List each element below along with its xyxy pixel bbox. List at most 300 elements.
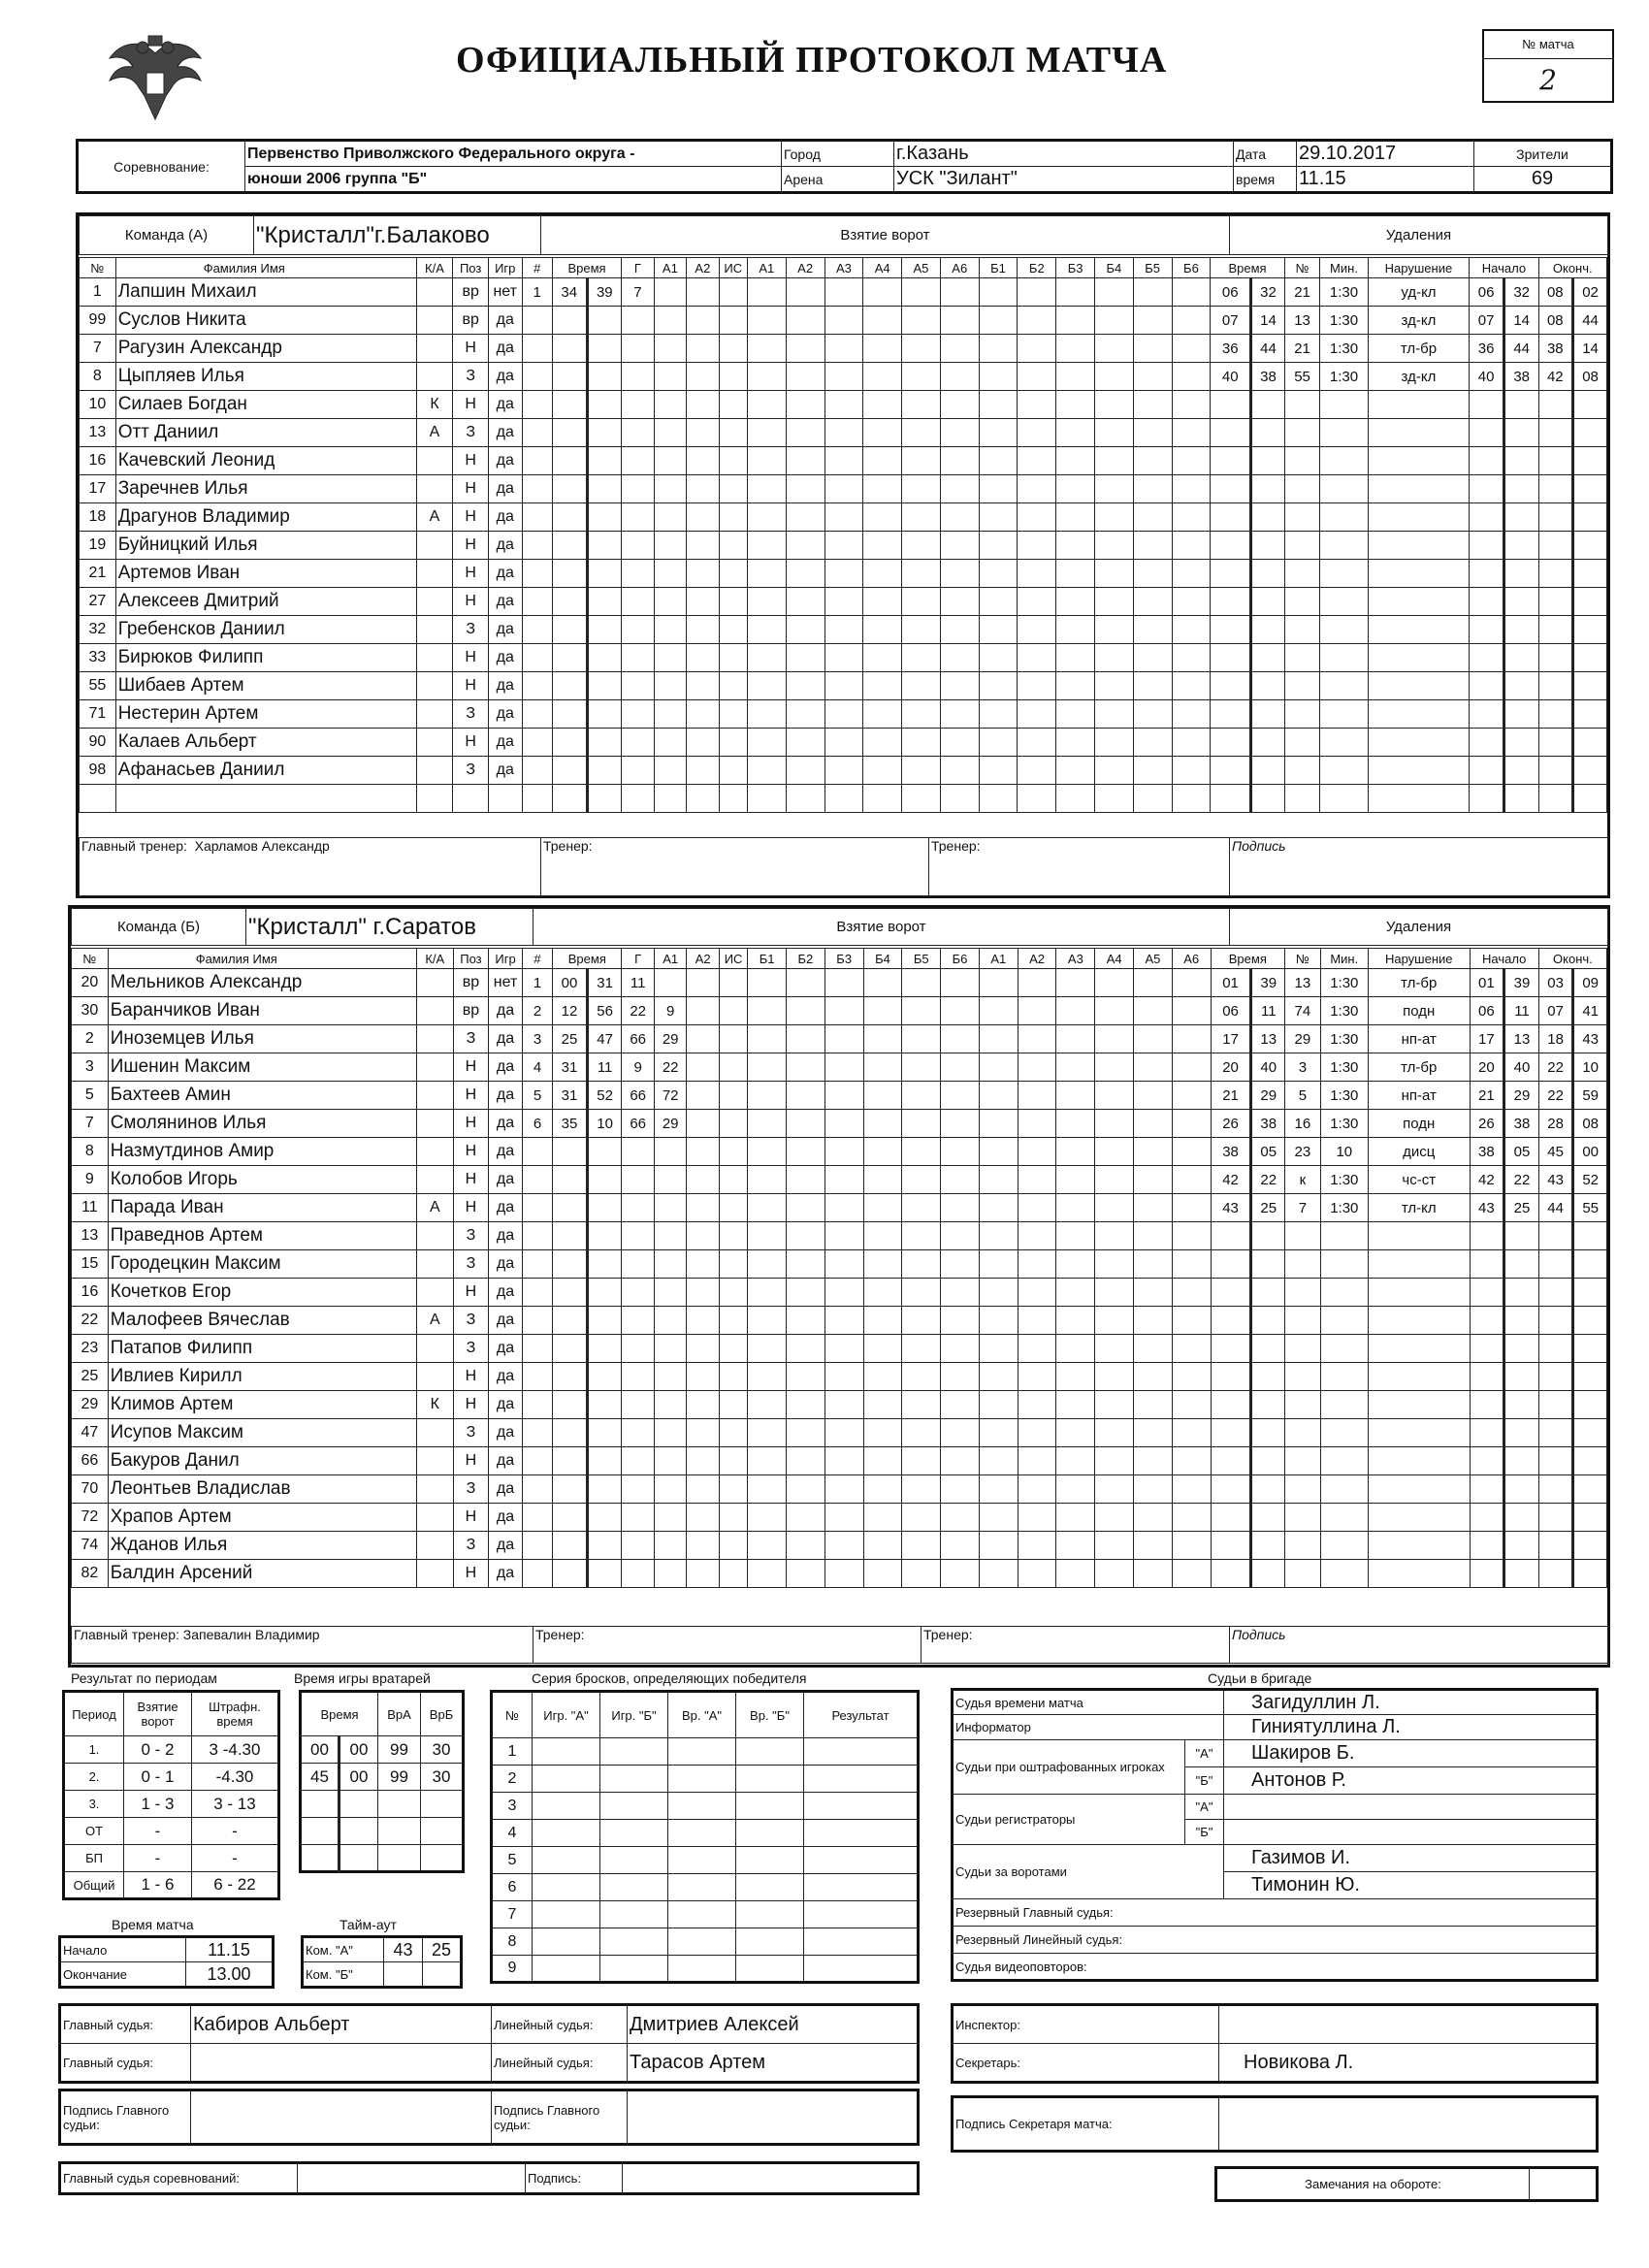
time-judge-label: Судья времени матча <box>953 1690 1224 1715</box>
player-played: да <box>489 1532 523 1560</box>
player-played <box>488 785 522 813</box>
goal-minutes <box>552 391 587 419</box>
goal-onice-cell <box>979 1419 1018 1447</box>
player-role <box>416 475 453 503</box>
penalty-violation: тл-бр <box>1368 335 1470 363</box>
goal-assist-1 <box>654 1532 687 1560</box>
goal-assist-1 <box>654 503 687 532</box>
goal-onice-cell <box>1094 729 1133 757</box>
goal-scorer: 11 <box>622 969 655 997</box>
goal-onice-cell <box>1056 1194 1095 1222</box>
col-ka: К/А <box>416 258 453 278</box>
penalty-end-mm: 42 <box>1538 363 1573 391</box>
goal-seconds <box>587 672 622 700</box>
goal-assist-1 <box>654 700 687 729</box>
penalty-end-mm <box>1538 785 1573 813</box>
penalty-length <box>1320 1250 1368 1279</box>
player-row <box>72 1335 1607 1363</box>
goal-onice-cell <box>1056 644 1095 672</box>
goal-onice-cell <box>747 700 786 729</box>
goal-onice-cell <box>1172 1194 1211 1222</box>
player-played: да <box>489 1110 523 1138</box>
goal-scorer <box>622 447 655 475</box>
goal-onice-cell <box>787 1475 825 1504</box>
goal-onice-cell <box>1095 1447 1134 1475</box>
goal-number <box>522 588 552 616</box>
goal-minutes <box>553 1250 588 1279</box>
penalty-length: 1:30 <box>1320 1025 1368 1053</box>
goal-onice-cell <box>1172 1025 1211 1053</box>
goal-onice-cell <box>1095 1166 1134 1194</box>
penalty-player: 21 <box>1284 335 1320 363</box>
penalty-start-mm: 38 <box>1470 1138 1504 1166</box>
player-row <box>80 785 1607 813</box>
penalty-length <box>1320 1419 1368 1447</box>
goal-onice-cell <box>747 363 786 391</box>
goal-onice-cell <box>902 672 941 700</box>
penalty-end-ss <box>1573 1335 1607 1363</box>
penalty-minutes <box>1211 700 1251 729</box>
goal-onice-cell <box>979 1053 1018 1082</box>
goal-minutes <box>552 503 587 532</box>
goal-onice-cell <box>1056 700 1095 729</box>
goal-scorer <box>622 616 655 644</box>
inspector-label: Инспектор: <box>953 2005 1219 2044</box>
goalie-row <box>301 1845 464 1872</box>
goal-onice-cell <box>1133 307 1172 335</box>
period-name: 1. <box>64 1736 124 1764</box>
goal-assist-2 <box>687 1194 720 1222</box>
goal-seconds <box>587 1532 622 1560</box>
goalie-time-title: Время игры вратарей <box>294 1670 431 1686</box>
player-position: Н <box>453 1447 489 1475</box>
goal-assist-2 <box>687 532 720 560</box>
player-role <box>416 447 453 475</box>
penalty-seconds <box>1251 672 1285 700</box>
goal-assist-2 <box>687 1250 720 1279</box>
goal-onice-cell <box>1056 785 1095 813</box>
player-played: нет <box>489 969 523 997</box>
col-num: № <box>72 949 109 969</box>
goal-onice-cell <box>902 1194 941 1222</box>
goal-onice-cell <box>1018 307 1056 335</box>
penalty-start-ss <box>1504 1250 1539 1279</box>
player-name: Алексеев Дмитрий <box>115 588 416 616</box>
penalty-minutes: 43 <box>1211 1194 1251 1222</box>
col-name: Фамилия Имя <box>115 258 416 278</box>
end-value: 13.00 <box>186 1962 274 1988</box>
goal-onice-cell <box>902 503 941 532</box>
goal-onice-cell <box>863 1110 902 1138</box>
goal-onice-cell <box>787 1250 825 1279</box>
penalty-end-mm <box>1538 1307 1573 1335</box>
penalty-length <box>1320 785 1368 813</box>
goal-assist-2 <box>687 729 720 757</box>
player-row <box>72 1447 1607 1475</box>
goal-onice-cell <box>1056 1138 1095 1166</box>
goalie-ss <box>340 1791 378 1818</box>
penalty-start-mm <box>1470 1307 1504 1335</box>
goal-onice-cell <box>824 307 863 335</box>
penalty-start-ss <box>1504 1363 1539 1391</box>
player-position: З <box>453 1250 489 1279</box>
penalty-seconds <box>1251 1222 1285 1250</box>
penalty-seconds <box>1251 1475 1285 1504</box>
col-pen-viol: Нарушение <box>1368 949 1470 969</box>
competition-line2: юноши 2006 группа "Б" <box>245 167 782 193</box>
shootout-number: 9 <box>492 1956 533 1983</box>
goal-onice-cell <box>719 700 747 729</box>
goal-onice-cell <box>940 532 979 560</box>
goal-onice-cell <box>1056 307 1095 335</box>
team-a-penalties-title: Удаления <box>1230 216 1608 255</box>
goal-onice-cell <box>1056 1307 1095 1335</box>
penalty-player <box>1284 672 1320 700</box>
player-played: да <box>488 419 522 447</box>
goal-onice-cell <box>863 785 902 813</box>
goal-onice-cell <box>786 419 824 447</box>
penalty-player: 74 <box>1285 997 1321 1025</box>
goal-scorer <box>622 335 655 363</box>
shootout-row <box>492 1874 919 1901</box>
goal-onice-cell <box>1095 1138 1134 1166</box>
goal-onice-cell <box>787 1279 825 1307</box>
player-position: З <box>453 1307 489 1335</box>
player-row <box>72 1138 1607 1166</box>
penalty-start-ss: 05 <box>1504 1138 1539 1166</box>
goal-onice-cell <box>1134 1335 1173 1363</box>
shootout-cell <box>668 1766 736 1793</box>
player-played: да <box>489 1250 523 1279</box>
line-referee-label: Линейный судья: <box>492 2005 628 2044</box>
player-name: Шибаев Артем <box>115 672 416 700</box>
shootout-cell <box>668 1847 736 1874</box>
col-goal-7: А2 <box>786 258 824 278</box>
goal-onice-cell <box>719 1447 747 1475</box>
goal-onice-cell <box>719 1560 747 1588</box>
col-goal-13: А2 <box>1018 949 1056 969</box>
goal-onice-cell <box>1018 1447 1056 1475</box>
penalty-end-mm <box>1538 1475 1573 1504</box>
penalty-player: 21 <box>1284 278 1320 307</box>
goal-onice-cell <box>1133 475 1172 503</box>
goal-onice-cell <box>979 1166 1018 1194</box>
goal-scorer: 66 <box>622 1110 655 1138</box>
penalty-start-mm: 26 <box>1470 1110 1504 1138</box>
goal-onice-cell <box>1018 969 1056 997</box>
col-goal-8: Б3 <box>824 949 863 969</box>
goal-onice-cell <box>748 1138 787 1166</box>
goal-onice-cell <box>863 1335 902 1363</box>
player-number: 82 <box>72 1560 109 1588</box>
period-goals: 1 - 3 <box>124 1791 192 1818</box>
player-role <box>416 1138 453 1166</box>
goal-onice-cell <box>979 560 1018 588</box>
col-goal-5: ИС <box>719 258 747 278</box>
penalty-minutes <box>1211 1250 1251 1279</box>
penalty-end-ss: 08 <box>1573 1110 1607 1138</box>
player-role <box>416 1447 453 1475</box>
goal-onice-cell <box>902 419 941 447</box>
player-name: Суслов Никита <box>115 307 416 335</box>
col-goal-10: А5 <box>902 258 941 278</box>
penalty-minutes <box>1211 588 1251 616</box>
player-position: Н <box>453 588 489 616</box>
goal-onice-cell <box>748 1279 787 1307</box>
penalty-end-mm <box>1538 447 1573 475</box>
player-row <box>80 616 1607 644</box>
penalty-seconds <box>1251 447 1285 475</box>
penalty-player: 23 <box>1285 1138 1321 1166</box>
penalty-start-ss <box>1504 1335 1539 1363</box>
penalty-minutes <box>1211 1504 1251 1532</box>
penalty-start-mm <box>1470 419 1504 447</box>
goal-onice-cell <box>1018 1363 1056 1391</box>
penalty-minutes: 42 <box>1211 1166 1251 1194</box>
goal-onice-cell <box>786 729 824 757</box>
penalty-end-ss <box>1573 700 1607 729</box>
goal-seconds: 39 <box>587 278 622 307</box>
goalie-a: 99 <box>378 1764 421 1791</box>
goal-onice-cell <box>1133 700 1172 729</box>
goal-seconds: 47 <box>587 1025 622 1053</box>
penalty-player: 3 <box>1285 1053 1321 1082</box>
goal-onice-cell <box>824 532 863 560</box>
shootout-row <box>492 1820 919 1847</box>
goal-onice-cell <box>863 335 902 363</box>
goal-assist-1 <box>654 419 687 447</box>
penalty-end-mm: 22 <box>1538 1053 1573 1082</box>
goal-onice-cell <box>824 729 863 757</box>
goal-onice-cell <box>1134 1363 1173 1391</box>
goal-onice-cell <box>940 616 979 644</box>
period-penalty: 3 - 13 <box>192 1791 279 1818</box>
goal-onice-cell <box>941 1363 980 1391</box>
player-position: Н <box>453 729 489 757</box>
team-a-head <box>79 215 1608 255</box>
goal-onice-cell <box>719 1025 747 1053</box>
goal-onice-cell <box>786 307 824 335</box>
goal-onice-cell <box>748 1025 787 1053</box>
goal-onice-cell <box>1134 1222 1173 1250</box>
goal-onice-cell <box>748 1447 787 1475</box>
penalty-end-mm <box>1538 475 1573 503</box>
player-number: 47 <box>72 1419 109 1447</box>
shootout-cell <box>600 1901 668 1928</box>
player-played: да <box>489 1279 523 1307</box>
penalty-start-ss <box>1504 700 1538 729</box>
grid-header-row <box>80 258 1607 278</box>
goal-onice-cell <box>979 1447 1018 1475</box>
goal-onice-cell <box>863 700 902 729</box>
penalty-violation <box>1368 1532 1470 1560</box>
goal-onice-cell <box>1172 1475 1211 1504</box>
goal-onice-cell <box>940 278 979 307</box>
col-goal-2: Г <box>622 258 655 278</box>
penalty-length <box>1320 588 1368 616</box>
goal-onice-cell <box>863 1194 902 1222</box>
penalty-length <box>1320 1560 1368 1588</box>
shootout-cell <box>533 1793 600 1820</box>
goal-onice-cell <box>979 1138 1018 1166</box>
goal-onice-cell <box>1172 1250 1211 1279</box>
goal-assist-2 <box>687 475 720 503</box>
penalty-start-ss: 25 <box>1504 1194 1539 1222</box>
goal-onice-cell <box>863 644 902 672</box>
goal-number <box>522 1250 552 1279</box>
penalty-minutes <box>1211 1363 1251 1391</box>
period-row <box>64 1736 279 1764</box>
goal-number <box>522 335 552 363</box>
goal-onice-cell <box>1172 1166 1211 1194</box>
penalty-violation <box>1368 1250 1470 1279</box>
player-played: да <box>488 616 522 644</box>
period-penalty: - <box>192 1845 279 1872</box>
goal-onice-cell <box>941 1166 980 1194</box>
goal-scorer <box>622 307 655 335</box>
goal-onice-cell <box>941 1475 980 1504</box>
goalie-a: 99 <box>378 1736 421 1764</box>
goal-onice-cell <box>1018 1532 1056 1560</box>
goal-onice-cell <box>1172 419 1211 447</box>
penalty-end-mm <box>1538 1222 1573 1250</box>
goal-onice-cell <box>1134 1250 1173 1279</box>
penalty-player <box>1285 1475 1321 1504</box>
penalty-end-mm <box>1538 1391 1573 1419</box>
goal-onice-cell <box>719 532 747 560</box>
player-name: Балдин Арсений <box>108 1560 416 1588</box>
page-title: ОФИЦИАЛЬНЫЙ ПРОТОКОЛ МАТЧА <box>456 40 1168 81</box>
penalty-violation <box>1368 672 1470 700</box>
player-position: Н <box>453 1504 489 1532</box>
goal-onice-cell <box>824 785 863 813</box>
penalty-minutes: 21 <box>1211 1082 1251 1110</box>
col-goal-2: Г <box>622 949 655 969</box>
goal-onice-cell <box>747 307 786 335</box>
goal-onice-cell <box>719 335 747 363</box>
col-goal-9: Б4 <box>863 949 902 969</box>
player-position: вр <box>453 969 489 997</box>
player-role: А <box>416 1307 453 1335</box>
penalty-seconds <box>1251 785 1285 813</box>
player-number: 15 <box>72 1250 109 1279</box>
penalty-end-mm <box>1538 503 1573 532</box>
team-a-trainer2: Тренер: <box>929 838 1230 896</box>
periods-header <box>64 1692 279 1736</box>
informer-label: Информатор <box>953 1715 1224 1740</box>
secretary-label: Секретарь: <box>953 2044 1219 2083</box>
player-row <box>80 560 1607 588</box>
goal-onice-cell <box>1095 1391 1134 1419</box>
penalty-length: 1:30 <box>1320 969 1368 997</box>
goal-number <box>522 616 552 644</box>
player-role <box>416 1532 453 1560</box>
goal-onice-cell <box>1095 1335 1134 1363</box>
player-role <box>416 729 453 757</box>
goal-judges-label: Судьи за воротами <box>953 1845 1224 1899</box>
goal-onice-cell <box>941 1447 980 1475</box>
penalty-start-ss <box>1504 757 1538 785</box>
penalty-start-ss <box>1504 1447 1539 1475</box>
goal-assist-2 <box>687 997 720 1025</box>
goal-onice-cell <box>941 1419 980 1447</box>
goal-onice-cell <box>1094 307 1133 335</box>
goal-onice-cell <box>1172 503 1211 532</box>
player-number: 3 <box>72 1053 109 1082</box>
goal-onice-cell <box>863 1532 902 1560</box>
player-number: 13 <box>72 1222 109 1250</box>
col-goal-5: ИС <box>719 949 747 969</box>
penalty-violation <box>1368 447 1470 475</box>
penalty-end-ss: 09 <box>1573 969 1607 997</box>
penalty-end-mm <box>1538 672 1573 700</box>
goal-assist-2 <box>687 757 720 785</box>
goal-onice-cell <box>1172 1560 1211 1588</box>
player-row <box>80 307 1607 335</box>
main-referee-1: Кабиров Альберт <box>191 2005 492 2044</box>
goal-scorer <box>622 1138 655 1166</box>
player-name: Кочетков Егор <box>108 1279 416 1307</box>
goal-onice-cell <box>940 391 979 419</box>
goal-onice-cell <box>786 616 824 644</box>
goal-onice-cell <box>824 419 863 447</box>
player-role <box>416 1082 453 1110</box>
team-b-coach <box>72 1627 534 1664</box>
goal-onice-cell <box>1018 391 1056 419</box>
goal-onice-cell <box>902 1138 941 1166</box>
player-position: Н <box>453 1363 489 1391</box>
goal-onice-cell <box>1056 616 1095 644</box>
goal-onice-cell <box>1056 419 1095 447</box>
goal-onice-cell <box>902 363 941 391</box>
goal-assist-2 <box>687 1419 720 1447</box>
goal-scorer <box>622 1532 655 1560</box>
penalty-minutes <box>1211 1532 1251 1560</box>
goal-onice-cell <box>1134 1447 1173 1475</box>
goal-assist-1 <box>654 729 687 757</box>
goal-onice-cell <box>1056 1363 1095 1391</box>
player-number: 30 <box>72 997 109 1025</box>
penalty-violation <box>1368 1335 1470 1363</box>
goal-scorer <box>622 644 655 672</box>
goal-onice-cell <box>719 588 747 616</box>
goalie-row <box>301 1736 464 1764</box>
player-played: да <box>488 729 522 757</box>
goal-assist-2 <box>687 1363 720 1391</box>
player-row <box>72 1363 1607 1391</box>
goal-onice-cell <box>1133 757 1172 785</box>
goal-onice-cell <box>786 644 824 672</box>
spectators-label: Зрители <box>1474 141 1612 167</box>
player-played: нет <box>488 278 522 307</box>
goal-onice-cell <box>786 588 824 616</box>
goal-assist-1 <box>654 785 687 813</box>
player-name: Заречнев Илья <box>115 475 416 503</box>
penalty-end-mm <box>1538 644 1573 672</box>
goal-scorer <box>622 1250 655 1279</box>
goal-scorer <box>622 785 655 813</box>
goal-onice-cell <box>1018 1307 1056 1335</box>
goal-onice-cell <box>940 672 979 700</box>
player-name: Иноземцев Илья <box>108 1025 416 1053</box>
player-position: З <box>453 1222 489 1250</box>
penalty-end-ss <box>1573 560 1607 588</box>
player-name: Колобов Игорь <box>108 1166 416 1194</box>
goal-onice-cell <box>1094 785 1133 813</box>
penalty-minutes: 07 <box>1211 307 1251 335</box>
goal-onice-cell <box>902 1419 941 1447</box>
goalie-ss <box>340 1818 378 1845</box>
